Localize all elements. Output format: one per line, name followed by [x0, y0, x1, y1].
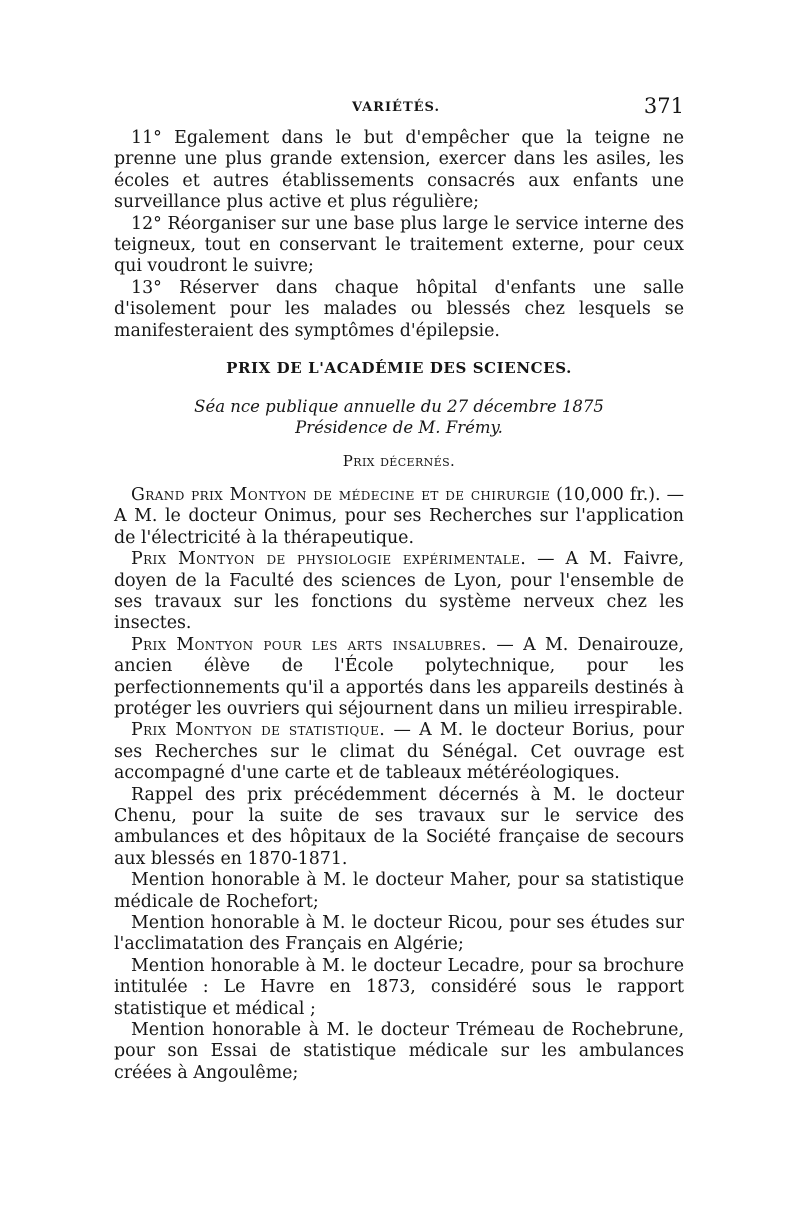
physiologie-paragraph — [114, 549, 684, 635]
grand-prix-name: Grand prix Montyon de médecine et de chirurgie — [131, 484, 551, 505]
arts-insalubres-paragraph — [114, 635, 684, 721]
statistique-prize-name: Prix Montyon de statistique. — [131, 720, 386, 741]
page-number: 371 — [643, 94, 684, 118]
document-page — [114, 92, 684, 1084]
physiologie-prize-name: Prix Montyon de physiologie expérimentale. — [131, 549, 527, 570]
presidence-line: Présidence de M. Frémy. — [295, 418, 503, 438]
running-title: VARIÉTÉS. — [352, 100, 440, 115]
section-title: PRIX DE L'ACADÉMIE DES SCIENCES. — [226, 359, 572, 378]
recommendation-13: 13° Réserver dans chaque hôpital d'enfants une salle d'isolement pour les malades ou blessés chez lesquels se manifesteraient des symptômes d'épilepsie. — [114, 277, 684, 341]
mention-lecadre: Mention honorable à M. le docteur Lecadre, pour sa brochure intitulée : Le Havre en 1873, considéré sous le rapport statistique et médical ; — [114, 955, 684, 1019]
mention-ricou: Mention honorable à M. le docteur Ricou, pour ses études sur l'acclimatation des Français en Algérie; — [114, 913, 684, 955]
physiologie-prize-text: — A M. Faivre, doyen de la Faculté des sciences de Lyon, pour l'ensemble de ses travaux sur les fonctions du système nerveux chez les insectes. — [114, 549, 684, 634]
grand-prix-paragraph — [114, 485, 684, 549]
arts-insalubres-prize-text: — A M. Denairouze, ancien élève de l'École polytechnique, pour les perfectionnements qu'il a apportés dans les appareils destinés à protéger les ouvriers qui séjournent dans un milieu irrespirable. — [114, 634, 684, 719]
arts-insalubres-prize-name: Prix Montyon pour les arts insalubres. — [131, 634, 487, 655]
recommendation-12: 12° Réorganiser sur une base plus large le service interne des teigneux, tout en conservant le traitement externe, pour ceux qui voudront le suivre; — [114, 213, 684, 277]
mention-maher: Mention honorable à M. le docteur Maher, pour sa statistique médicale de Rochefort; — [114, 870, 684, 912]
rappel-paragraph: Rappel des prix précédemment décernés à M. le docteur Chenu, pour la suite de ses travaux sur le service des ambulances et des hôpitaux de la Société française de secours aux blessés en 1870-1871. — [114, 784, 684, 869]
statistique-paragraph — [114, 720, 684, 784]
mention-tremeau: Mention honorable à M. le docteur Trémeau de Rochebrune, pour son Essai de statistique médicale sur les ambulances créées à Angoulême; — [114, 1020, 684, 1083]
statistique-prize-text: — A M. le docteur Borius, pour ses Recherches sur le climat du Sénégal. Cet ouvrage est accompagné d'une carte et de tableaux météréologiques. — [114, 720, 684, 784]
grand-prix-text: (10,000 fr.). — A M. le docteur Onimus, pour ses Recherches sur l'application de l'électricité à la thérapeutique. — [114, 484, 685, 548]
seance-line: Séa nce publique annuelle du 27 décembre 1875 — [194, 397, 604, 417]
recommendation-11: 11° Egalement dans le but d'empêcher que la teigne ne prenne une plus grande extension, exercer dans les asiles, les écoles et autres établissements consacrés aux enfants une surveillance plus active et plus régulière; — [114, 128, 684, 213]
page-header — [114, 92, 684, 128]
prizes-subheading: Prix décernés. — [342, 452, 456, 471]
